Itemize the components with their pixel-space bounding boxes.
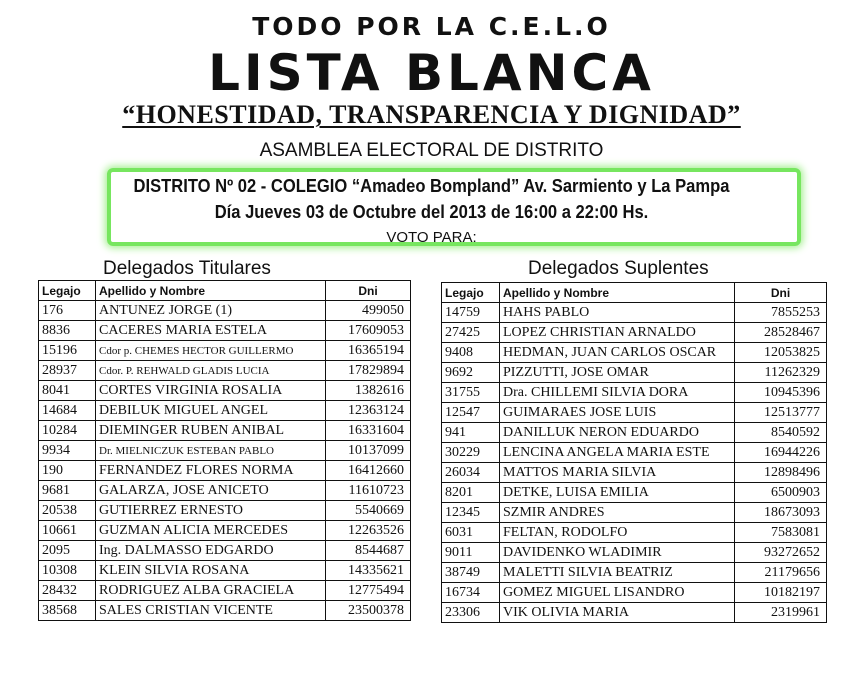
dni-cell: 12513777 bbox=[735, 403, 827, 423]
name-cell: Ing. DALMASSO EDGARDO bbox=[96, 541, 326, 561]
legajo-cell: 27425 bbox=[442, 323, 500, 343]
table-row bbox=[442, 463, 827, 483]
column-header-dni: Dni bbox=[326, 281, 411, 301]
table-row bbox=[39, 441, 411, 461]
table-row bbox=[39, 401, 411, 421]
dni-cell: 12898496 bbox=[735, 463, 827, 483]
dni-cell: 2319961 bbox=[735, 603, 827, 623]
table-row bbox=[39, 581, 411, 601]
legajo-cell: 12547 bbox=[442, 403, 500, 423]
dni-cell: 93272652 bbox=[735, 543, 827, 563]
dni-cell: 7583081 bbox=[735, 523, 827, 543]
name-cell: CACERES MARIA ESTELA bbox=[96, 321, 326, 341]
name-cell: ANTUNEZ JORGE (1) bbox=[96, 301, 326, 321]
legajo-cell: 30229 bbox=[442, 443, 500, 463]
table-row bbox=[442, 403, 827, 423]
table-row bbox=[442, 323, 827, 343]
table-row bbox=[442, 603, 827, 623]
name-cell: DETKE, LUISA EMILIA bbox=[500, 483, 735, 503]
legajo-cell: 9011 bbox=[442, 543, 500, 563]
district-line: DISTRITO Nº 02 - COLEGIO “Amadeo Bompland” Av. Sarmiento y La Pampa bbox=[133, 176, 730, 196]
legajo-cell: 38568 bbox=[39, 601, 96, 621]
table-row bbox=[39, 321, 411, 341]
dni-cell: 499050 bbox=[326, 301, 411, 321]
column-header-name: Apellido y Nombre bbox=[500, 283, 735, 303]
table-row bbox=[442, 343, 827, 363]
dni-cell: 10182197 bbox=[735, 583, 827, 603]
legajo-cell: 9681 bbox=[39, 481, 96, 501]
name-cell: Cdor. P. REHWALD GLADIS LUCIA bbox=[96, 361, 326, 381]
dni-cell: 17609053 bbox=[326, 321, 411, 341]
legajo-cell: 10308 bbox=[39, 561, 96, 581]
table-row bbox=[39, 361, 411, 381]
column-header-legajo: Legajo bbox=[442, 283, 500, 303]
table-row bbox=[39, 501, 411, 521]
name-cell: RODRIGUEZ ALBA GRACIELA bbox=[96, 581, 326, 601]
legajo-cell: 10661 bbox=[39, 521, 96, 541]
name-cell: LENCINA ANGELA MARIA ESTE bbox=[500, 443, 735, 463]
motto-text: “HONESTIDAD, TRANSPARENCIA Y DIGNIDAD” bbox=[122, 100, 741, 129]
dni-cell: 10137099 bbox=[326, 441, 411, 461]
legajo-cell: 14684 bbox=[39, 401, 96, 421]
name-cell: GALARZA, JOSE ANICETO bbox=[96, 481, 326, 501]
dni-cell: 28528467 bbox=[735, 323, 827, 343]
name-cell: VIK OLIVIA MARIA bbox=[500, 603, 735, 623]
table-row bbox=[442, 363, 827, 383]
table-row bbox=[442, 503, 827, 523]
name-cell: DEBILUK MIGUEL ANGEL bbox=[96, 401, 326, 421]
legajo-cell: 941 bbox=[442, 423, 500, 443]
legajo-cell: 9692 bbox=[442, 363, 500, 383]
name-cell: MALETTI SILVIA BEATRIZ bbox=[500, 563, 735, 583]
dni-cell: 21179656 bbox=[735, 563, 827, 583]
legajo-cell: 8041 bbox=[39, 381, 96, 401]
legajo-cell: 28937 bbox=[39, 361, 96, 381]
table-header-row bbox=[442, 283, 827, 303]
table-row bbox=[39, 301, 411, 321]
table-row bbox=[442, 303, 827, 323]
legajo-cell: 23306 bbox=[442, 603, 500, 623]
legajo-cell: 28432 bbox=[39, 581, 96, 601]
table-row bbox=[39, 381, 411, 401]
header-line-1: TODO POR LA C.E.L.O bbox=[252, 12, 611, 41]
dni-cell: 8540592 bbox=[735, 423, 827, 443]
name-cell: DANILLUK NERON EDUARDO bbox=[500, 423, 735, 443]
dni-cell: 10945396 bbox=[735, 383, 827, 403]
name-cell: FERNANDEZ FLORES NORMA bbox=[96, 461, 326, 481]
name-cell: PIZZUTTI, JOSE OMAR bbox=[500, 363, 735, 383]
legajo-cell: 20538 bbox=[39, 501, 96, 521]
column-header-dni: Dni bbox=[735, 283, 827, 303]
name-cell: KLEIN SILVIA ROSANA bbox=[96, 561, 326, 581]
legajo-cell: 14759 bbox=[442, 303, 500, 323]
dni-cell: 14335621 bbox=[326, 561, 411, 581]
legajo-cell: 12345 bbox=[442, 503, 500, 523]
name-cell: DAVIDENKO WLADIMIR bbox=[500, 543, 735, 563]
name-cell: FELTAN, RODOLFO bbox=[500, 523, 735, 543]
assembly-title: ASAMBLEA ELECTORAL DE DISTRITO bbox=[259, 140, 604, 161]
dni-cell: 11262329 bbox=[735, 363, 827, 383]
table-row bbox=[39, 601, 411, 621]
legajo-cell: 6031 bbox=[442, 523, 500, 543]
table-row bbox=[442, 563, 827, 583]
legajo-cell: 176 bbox=[39, 301, 96, 321]
date-line: Día Jueves 03 de Octubre del 2013 de 16:00 a 22:00 Hs. bbox=[214, 202, 649, 222]
legajo-cell: 190 bbox=[39, 461, 96, 481]
dni-cell: 11610723 bbox=[326, 481, 411, 501]
table-row bbox=[442, 383, 827, 403]
dni-cell: 23500378 bbox=[326, 601, 411, 621]
name-cell: LOPEZ CHRISTIAN ARNALDO bbox=[500, 323, 735, 343]
name-cell: SALES CRISTIAN VICENTE bbox=[96, 601, 326, 621]
motto bbox=[0, 100, 863, 130]
dni-cell: 17829894 bbox=[326, 361, 411, 381]
table-row bbox=[442, 423, 827, 443]
titulares-title: Delegados Titulares bbox=[103, 258, 271, 279]
dni-cell: 12775494 bbox=[326, 581, 411, 601]
name-cell: HEDMAN, JUAN CARLOS OSCAR bbox=[500, 343, 735, 363]
name-cell: GUTIERREZ ERNESTO bbox=[96, 501, 326, 521]
legajo-cell: 38749 bbox=[442, 563, 500, 583]
dni-cell: 12053825 bbox=[735, 343, 827, 363]
legajo-cell: 16734 bbox=[442, 583, 500, 603]
vote-for-label: VOTO PARA: bbox=[386, 229, 477, 246]
legajo-cell: 2095 bbox=[39, 541, 96, 561]
dni-cell: 1382616 bbox=[326, 381, 411, 401]
dni-cell: 12363124 bbox=[326, 401, 411, 421]
dni-cell: 16412660 bbox=[326, 461, 411, 481]
dni-cell: 16331604 bbox=[326, 421, 411, 441]
table-header-row bbox=[39, 281, 411, 301]
dni-cell: 8544687 bbox=[326, 541, 411, 561]
table-row bbox=[39, 541, 411, 561]
table-row bbox=[39, 481, 411, 501]
name-cell: GOMEZ MIGUEL LISANDRO bbox=[500, 583, 735, 603]
name-cell: HAHS PABLO bbox=[500, 303, 735, 323]
table-row bbox=[39, 461, 411, 481]
name-cell: Dra. CHILLEMI SILVIA DORA bbox=[500, 383, 735, 403]
legajo-cell: 10284 bbox=[39, 421, 96, 441]
dni-cell: 7855253 bbox=[735, 303, 827, 323]
suplentes-title: Delegados Suplentes bbox=[528, 258, 709, 279]
legajo-cell: 31755 bbox=[442, 383, 500, 403]
legajo-cell: 9408 bbox=[442, 343, 500, 363]
name-cell: CORTES VIRGINIA ROSALIA bbox=[96, 381, 326, 401]
dni-cell: 16365194 bbox=[326, 341, 411, 361]
table-row bbox=[39, 421, 411, 441]
legajo-cell: 15196 bbox=[39, 341, 96, 361]
name-cell: Dr. MIELNICZUK ESTEBAN PABLO bbox=[96, 441, 326, 461]
table-row bbox=[442, 443, 827, 463]
table-row bbox=[39, 341, 411, 361]
dni-cell: 18673093 bbox=[735, 503, 827, 523]
column-header-name: Apellido y Nombre bbox=[96, 281, 326, 301]
table-row bbox=[39, 561, 411, 581]
dni-cell: 16944226 bbox=[735, 443, 827, 463]
table-row bbox=[442, 583, 827, 603]
list-title: LISTA BLANCA bbox=[208, 44, 655, 102]
dni-cell: 12263526 bbox=[326, 521, 411, 541]
table-row bbox=[442, 543, 827, 563]
name-cell: Cdor p. CHEMES HECTOR GUILLERMO bbox=[96, 341, 326, 361]
name-cell: GUZMAN ALICIA MERCEDES bbox=[96, 521, 326, 541]
table-row bbox=[39, 521, 411, 541]
dni-cell: 6500903 bbox=[735, 483, 827, 503]
table-row bbox=[442, 483, 827, 503]
legajo-cell: 9934 bbox=[39, 441, 96, 461]
name-cell: DIEMINGER RUBEN ANIBAL bbox=[96, 421, 326, 441]
name-cell: SZMIR ANDRES bbox=[500, 503, 735, 523]
name-cell: GUIMARAES JOSE LUIS bbox=[500, 403, 735, 423]
dni-cell: 5540669 bbox=[326, 501, 411, 521]
name-cell: MATTOS MARIA SILVIA bbox=[500, 463, 735, 483]
legajo-cell: 26034 bbox=[442, 463, 500, 483]
column-header-legajo: Legajo bbox=[39, 281, 96, 301]
suplentes-table bbox=[441, 282, 827, 623]
legajo-cell: 8201 bbox=[442, 483, 500, 503]
titulares-table bbox=[38, 280, 411, 621]
legajo-cell: 8836 bbox=[39, 321, 96, 341]
table-row bbox=[442, 523, 827, 543]
